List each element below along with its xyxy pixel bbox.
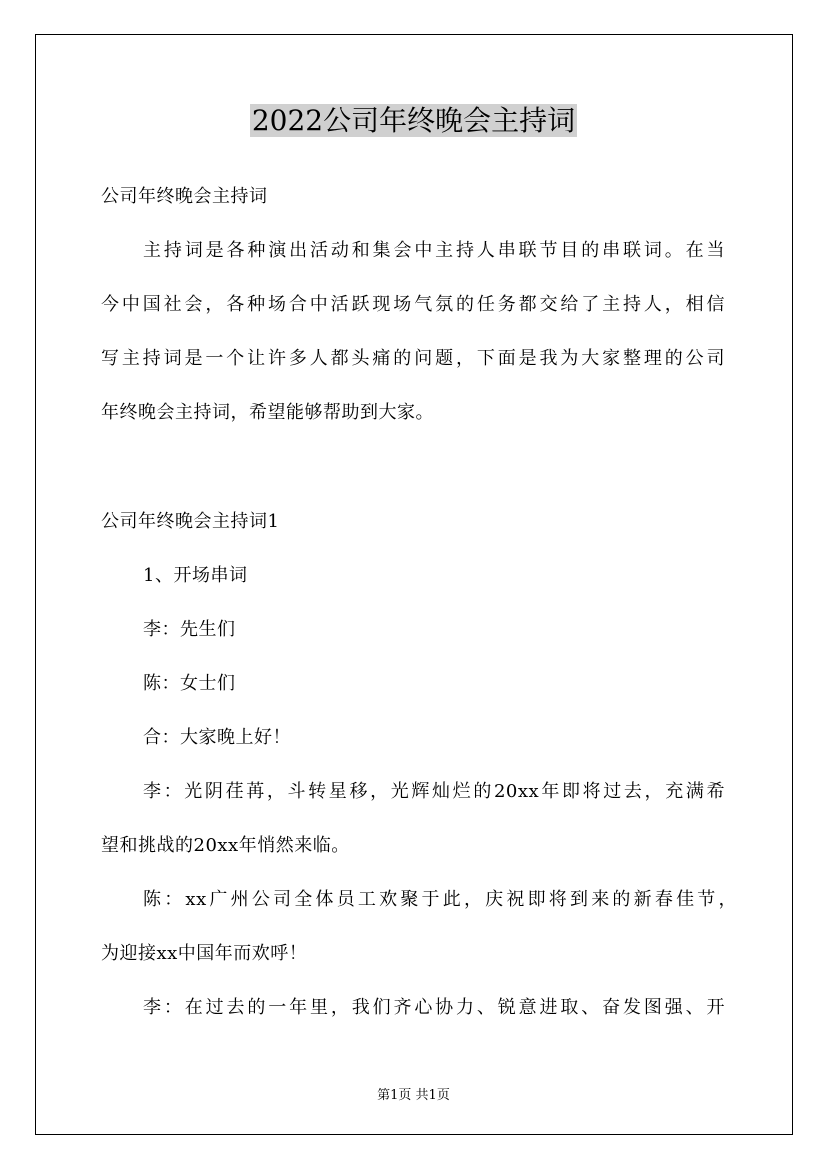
body-line-4: 合：大家晚上好！ xyxy=(143,727,291,748)
intro-line-3: 写主持词是一个让许多人都头痛的问题，下面是我为大家整理的公司 xyxy=(101,348,725,369)
intro-line-2: 今中国社会，各种场合中活跃现场气氛的任务都交给了主持人，相信 xyxy=(101,294,725,315)
intro-line-4: 年终晚会主持词，希望能够帮助到大家。 xyxy=(101,402,434,423)
body-line-9: 李：在过去的一年里，我们齐心协力、锐意进取、奋发图强、开 xyxy=(143,997,725,1018)
intro-line-1: 主持词是各种演出活动和集会中主持人串联节目的串联词。在当 xyxy=(143,240,725,261)
intro-heading: 公司年终晚会主持词 xyxy=(101,186,268,207)
page-footer: 第1页 共1页 xyxy=(377,1088,450,1103)
body-line-3: 陈：女士们 xyxy=(143,673,236,694)
section-heading: 公司年终晚会主持词1 xyxy=(101,511,280,532)
body-line-7: 陈：xx广州公司全体员工欢聚于此，庆祝即将到来的新春佳节， xyxy=(143,889,737,910)
document-title: 2022公司年终晚会主持词 xyxy=(251,104,576,137)
body-line-8: 为迎接xx中国年而欢呼！ xyxy=(101,943,308,964)
body-line-6: 望和挑战的20xx年悄然来临。 xyxy=(101,835,350,856)
body-line-5: 李：光阴荏苒，斗转星移，光辉灿烂的20xx年即将过去，充满希 xyxy=(143,781,725,802)
body-line-1: 1、开场串词 xyxy=(143,565,248,586)
body-line-2: 李：先生们 xyxy=(143,619,236,640)
